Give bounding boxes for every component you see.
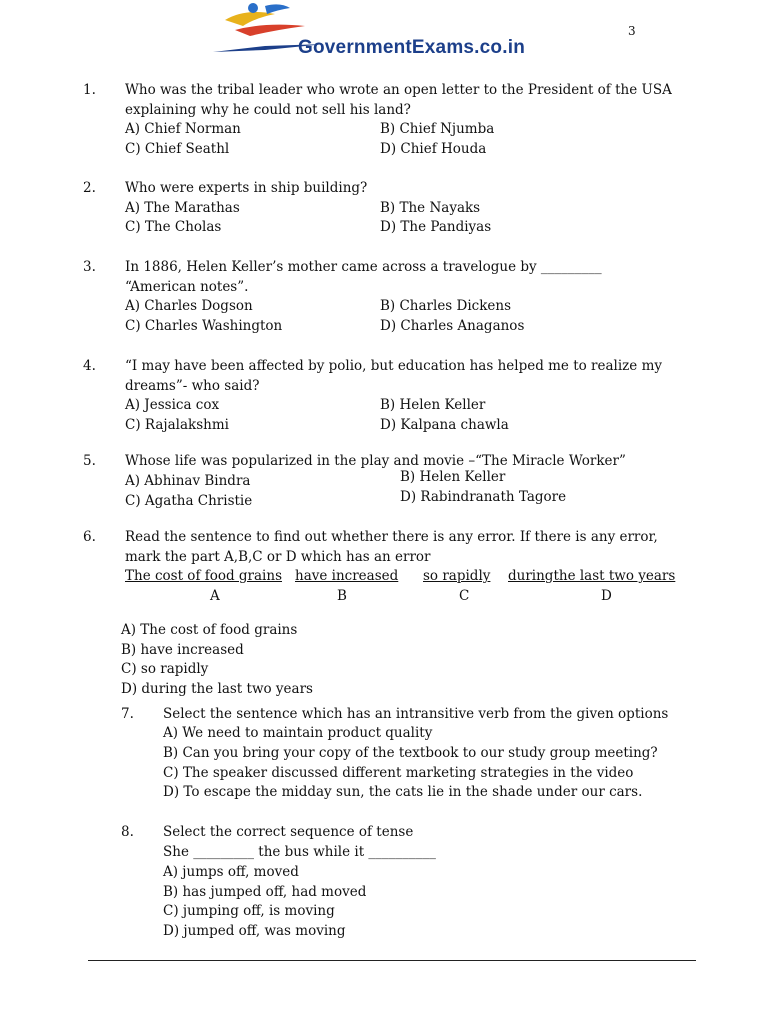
option-a: A) Abhinav Bindra <box>125 473 251 489</box>
option-d: D) To escape the midday sun, the cats lie in the shade under our cars. <box>163 784 643 800</box>
option-d: D) The Pandiyas <box>380 219 492 235</box>
option-b: B) Charles Dickens <box>380 298 512 314</box>
option-a: A) Jessica cox <box>125 397 220 413</box>
option-b: B) The Nayaks <box>380 200 481 216</box>
footer-rule <box>88 960 696 961</box>
question-text: dreams”- who said? <box>125 378 260 394</box>
option-d: D) jumped off, was moving <box>163 923 346 939</box>
question-text: Read the sentence to find out whether there is any error. If there is any error, <box>125 529 658 545</box>
part-letter: C <box>459 588 470 604</box>
page-number: 3 <box>628 24 636 38</box>
question-text: “American notes”. <box>125 279 249 295</box>
question-number: 8. <box>121 824 134 840</box>
question-number: 6. <box>83 529 96 545</box>
option-b: B) Can you bring your copy of the textbook to our study group meeting? <box>163 745 658 761</box>
option-d: D) Chief Houda <box>380 141 487 157</box>
sentence-part-d: duringthe last two years <box>508 568 676 584</box>
question-text: In 1886, Helen Keller’s mother came across a travelogue by _________ <box>125 259 602 275</box>
option-c: C) Chief Seathl <box>125 141 230 157</box>
option-c: C) Rajalakshmi <box>125 417 229 433</box>
option-a: A) jumps off, moved <box>163 864 299 880</box>
question-text: Select the correct sequence of tense <box>163 824 414 840</box>
option-b: B) Chief Njumba <box>380 121 495 137</box>
question-number: 4. <box>83 358 96 374</box>
question-text: mark the part A,B,C or D which has an error <box>125 549 431 565</box>
site-name: GovernmentExams.co.in <box>298 37 525 58</box>
part-letter: D <box>601 588 612 604</box>
question-number: 7. <box>121 706 134 722</box>
option-b: B) have increased <box>121 642 244 658</box>
part-letter: A <box>210 588 220 604</box>
option-a: A) Chief Norman <box>125 121 241 137</box>
option-a: A) The cost of food grains <box>121 622 298 638</box>
question-text: She _________ the bus while it __________ <box>163 844 436 860</box>
question-text: Select the sentence which has an intransitive verb from the given options <box>163 706 669 722</box>
option-a: A) Charles Dogson <box>125 298 253 314</box>
option-a: A) The Marathas <box>125 200 240 216</box>
question-text: Who was the tribal leader who wrote an open letter to the President of the USA <box>125 82 672 98</box>
sentence-part-c: so rapidly <box>423 568 491 584</box>
question-text: Who were experts in ship building? <box>125 180 368 196</box>
option-a: A) We need to maintain product quality <box>163 725 433 741</box>
option-b: B) Helen Keller <box>380 397 486 413</box>
question-number: 5. <box>83 453 96 469</box>
option-d: D) Charles Anaganos <box>380 318 525 334</box>
question-number: 2. <box>83 180 96 196</box>
option-b: B) Helen Keller <box>400 469 506 485</box>
option-c: C) so rapidly <box>121 661 209 677</box>
question-number: 1. <box>83 82 96 98</box>
option-d: D) during the last two years <box>121 681 313 697</box>
question-text: explaining why he could not sell his land? <box>125 102 411 118</box>
option-b: B) has jumped off, had moved <box>163 884 367 900</box>
option-c: C) The Cholas <box>125 219 222 235</box>
option-c: C) The speaker discussed different marketing strategies in the video <box>163 765 634 781</box>
question-number: 3. <box>83 259 96 275</box>
option-c: C) jumping off, is moving <box>163 903 335 919</box>
option-d: D) Kalpana chawla <box>380 417 509 433</box>
sentence-part-a: The cost of food grains <box>125 568 282 584</box>
option-c: C) Agatha Christie <box>125 493 253 509</box>
option-d: D) Rabindranath Tagore <box>400 489 567 505</box>
question-text: “I may have been affected by polio, but education has helped me to realize my <box>125 358 663 374</box>
sentence-part-b: have increased <box>295 568 399 584</box>
option-c: C) Charles Washington <box>125 318 283 334</box>
part-letter: B <box>337 588 347 604</box>
question-text: Whose life was popularized in the play and movie –“The Miracle Worker” <box>125 453 626 469</box>
